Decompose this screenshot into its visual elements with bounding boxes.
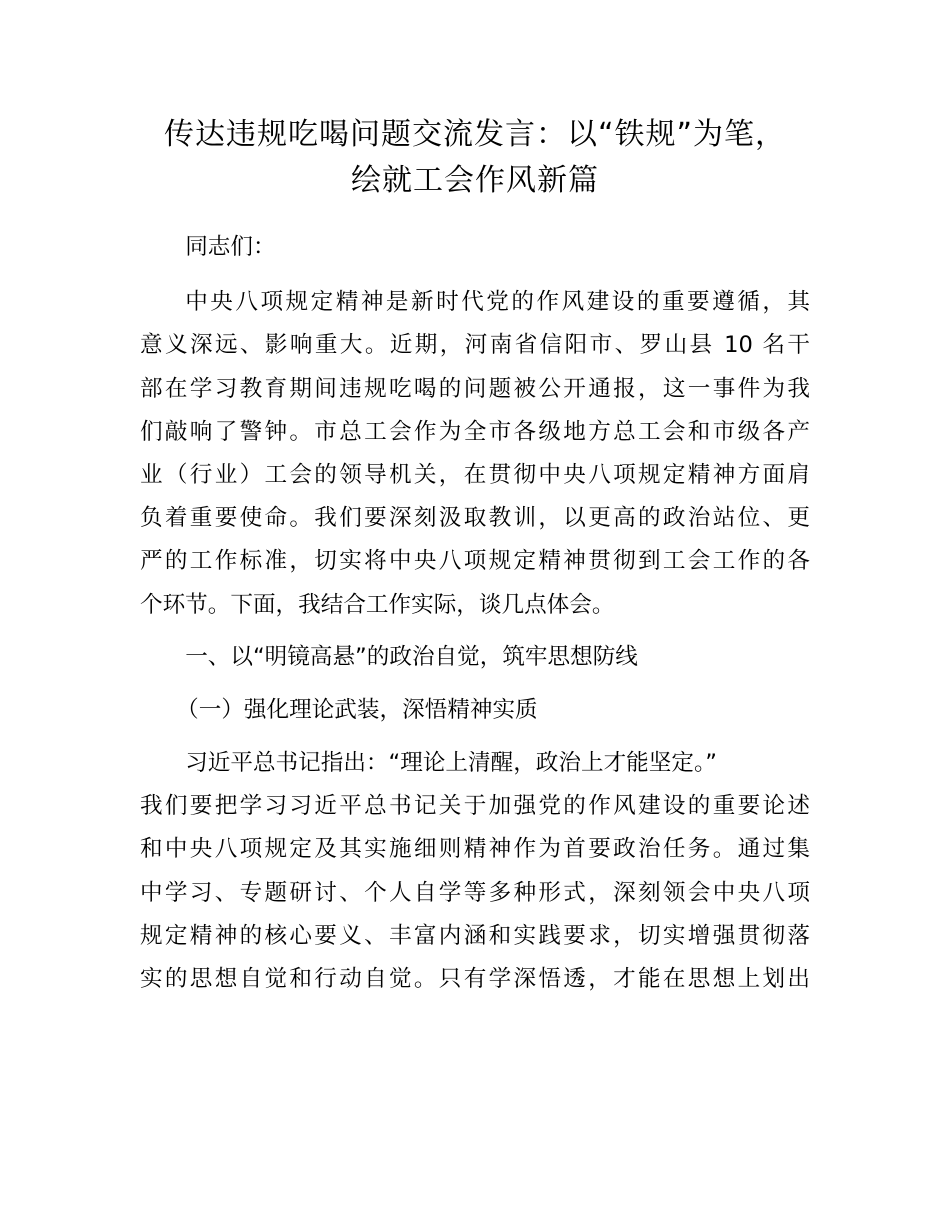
subsection-paragraph [140, 742, 810, 1001]
paragraph-line: 个环节。下面，我结合工作实际，谈几点体会。 [140, 591, 615, 618]
salutation: 同志们： [185, 234, 276, 260]
paragraph-line: 规定精神的核心要义、丰富内涵和实践要求，切实增强贯彻落 [140, 922, 810, 949]
paragraph-line: 我们要把学习习近平总书记关于加强党的作风建设的重要论述 [140, 793, 810, 820]
paragraph-line: 中央八项规定精神是新时代党的作风建设的重要遵循，其 [185, 289, 810, 316]
paragraph-line: 负着重要使命。我们要深刻汲取教训，以更高的政治站位、更 [140, 505, 810, 532]
paragraph-line: 和中央八项规定及其实施细则精神作为首要政治任务。通过集 [140, 836, 810, 863]
intro-paragraph [140, 281, 810, 627]
paragraph-line: 部在学习教育期间违规吃喝的问题被公开通报，这一事件为我 [140, 375, 810, 402]
document-body [140, 226, 810, 1001]
title-line-2: 绘就工会作风新篇 [351, 163, 599, 198]
paragraph-line: 严的工作标准，切实将中央八项规定精神贯彻到工会工作的各 [140, 548, 810, 575]
section-heading: 一、以“明镜高悬”的政治自觉，筑牢思想防线 [185, 644, 638, 671]
paragraph-line: 们敲响了警钟。市总工会作为全市各级地方总工会和市级各产 [140, 418, 810, 445]
subsection-heading: （一）强化理论武装，深悟精神实质 [176, 697, 538, 724]
paragraph-line: 习近平总书记指出：“理论上清醒，政治上才能坚定。” [185, 750, 717, 777]
document-title [140, 112, 810, 204]
paragraph-line: 意义深远、影响重大。近期，河南省信阳市、罗山县 10 名干 [140, 332, 810, 359]
paragraph-line: 中学习、专题研讨、个人自学等多种形式，深刻领会中央八项 [140, 879, 810, 906]
paragraph-line: 实的思想自觉和行动自觉。只有学深悟透，才能在思想上划出 [140, 966, 810, 993]
title-line-1: 传达违规吃喝问题交流发言：以“铁规”为笔， [163, 117, 787, 152]
paragraph-line: 业（行业）工会的领导机关，在贯彻中央八项规定精神方面肩 [140, 462, 810, 489]
